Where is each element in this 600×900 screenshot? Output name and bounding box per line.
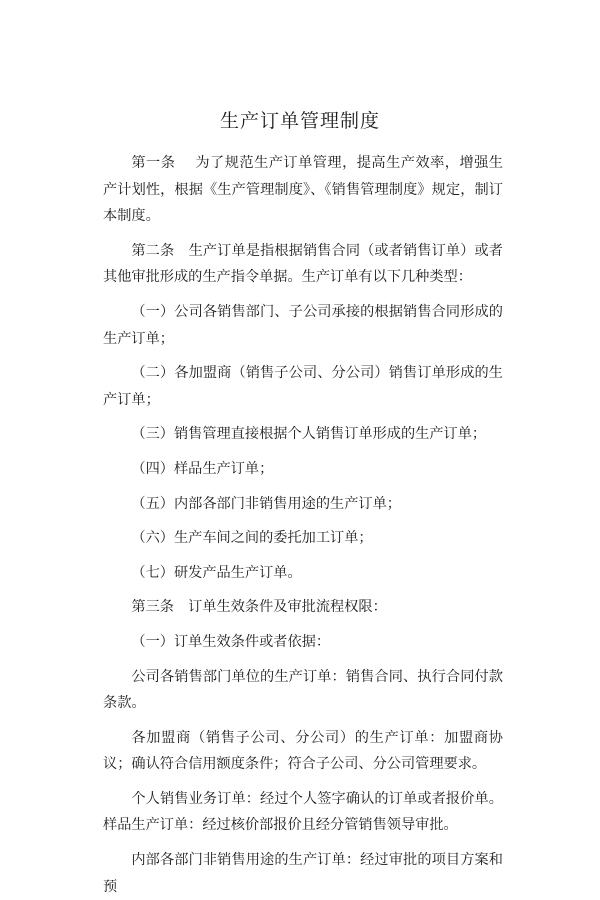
paragraph-item-5: （五）内部各部门非销售用途的生产订单；	[131, 495, 401, 512]
paragraph-article-2: 第二条 生产订单是指根据销售合同（或者销售订单）或者其他审批形成的生产指令单据。生产订单有以下几种类型：	[103, 242, 503, 286]
paragraph-condition-internal: 内部各部门非销售用途的生产订单：经过审批的项目方案和预	[103, 852, 503, 895]
paragraph-item-4: （四）样品生产订单；	[131, 460, 274, 477]
document-title: 生产订单管理制度	[219, 110, 380, 132]
paragraph-condition-personal: 个人销售业务订单：经过个人签字确认的订单或者报价单。样品生产订单：经过核价部报价且经分管销售领导审批。	[103, 790, 503, 834]
document-body	[103, 150, 503, 900]
paragraph-sub-1: （一）订单生效条件或者依据：	[131, 633, 331, 650]
paragraph-item-3: （三）销售管理直接根据个人销售订单形成的生产订单；	[131, 426, 487, 443]
paragraph-article-3: 第三条 订单生效条件及审批流程权限：	[131, 599, 387, 616]
paragraph-condition-franchise: 各加盟商（销售子公司、分公司）的生产订单：加盟商协议；确认符合信用额度条件；符合子公司、分公司管理要求。	[103, 729, 503, 773]
paragraph-item-6: （六）生产车间之间的委托加工订单；	[131, 530, 373, 547]
paragraph-item-7: （七）研发产品生产订单。	[131, 564, 302, 581]
paragraph-text: 为了规范生产订单管理，提高生产效率，增强生产计划性，根据《生产管理制度》、《销售管理制度》规定，制订本制度。	[103, 155, 503, 225]
paragraph-article-1	[103, 150, 503, 230]
paragraph-item-1: （一）公司各销售部门、子公司承接的根据销售合同形成的生产订单；	[103, 303, 503, 347]
paragraph-item-2: （二）各加盟商（销售子公司、分公司）销售订单形成的生产订单；	[103, 365, 503, 408]
article-label: 第一条	[131, 155, 176, 171]
paragraph-condition-sales: 公司各销售部门单位的生产订单：销售合同、执行合同付款条款。	[103, 668, 503, 712]
